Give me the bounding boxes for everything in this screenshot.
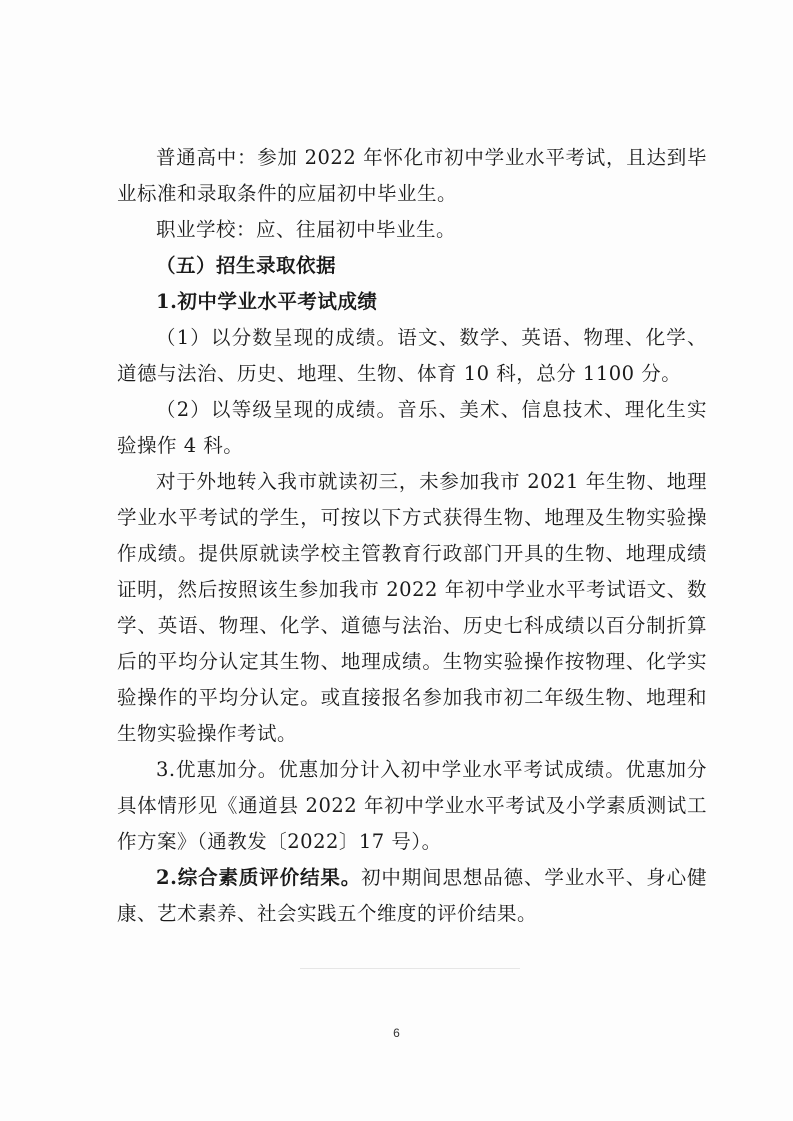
- comprehensive-evaluation-lead: 2.综合素质评价结果。: [156, 866, 362, 889]
- paragraph-grade-subjects: （2）以等级呈现的成绩。音乐、美术、信息技术、理化生实验操作 4 科。: [117, 398, 707, 457]
- paragraph-vocational-school: 职业学校：应、往届初中毕业生。: [156, 218, 457, 241]
- comprehensive-evaluation-text: 初中期间思想品德、学业水平、身心健康、艺术素养、社会实践五个维度的评价结果。: [117, 866, 707, 925]
- scan-artifact-line: [300, 968, 520, 969]
- page-number: 6: [393, 1026, 400, 1040]
- paragraph-transfer-students: 对于外地转入我市就读初三，未参加我市 2021 年生物、地理学业水平考试的学生，可按以下方式获得生物、地理及生物实验操作成绩。提供原就读学校主管教育行政部门开具的生物、地理成绩证明，然后按照该生参加我市 2022 年初中学业水平考试语文、数学、英语、物理、化学、道德与法治、历史七科成绩以百分制折算后的平均分认定其生物、地理成绩。生物实验操作按物理、化学实验操作的平均分认定。或直接报名参加我市初二年级生物、地理和生物实验操作考试。: [117, 470, 707, 745]
- subheading-exam-scores: 1.初中学业水平考试成绩: [156, 290, 378, 313]
- paragraph-general-high-school: 普通高中：参加 2022 年怀化市初中学业水平考试，且达到毕业标准和录取条件的应届初中毕业生。: [117, 146, 707, 205]
- scan-bleed-through: [0, 938, 240, 952]
- paragraph-score-subjects: （1）以分数呈现的成绩。语文、数学、英语、物理、化学、道德与法治、历史、地理、生物、体育 10 科，总分 1100 分。: [117, 326, 707, 385]
- document-body: [117, 140, 707, 932]
- paragraph-comprehensive-evaluation: [117, 860, 707, 932]
- paragraph-bonus-points: 3.优惠加分。优惠加分计入初中学业水平考试成绩。优惠加分具体情形见《通道县 2022 年初中学业水平考试及小学素质测试工作方案》（通教发〔2022〕17 号）。: [117, 758, 707, 853]
- section-heading-admission-basis: （五）招生录取依据: [156, 254, 337, 277]
